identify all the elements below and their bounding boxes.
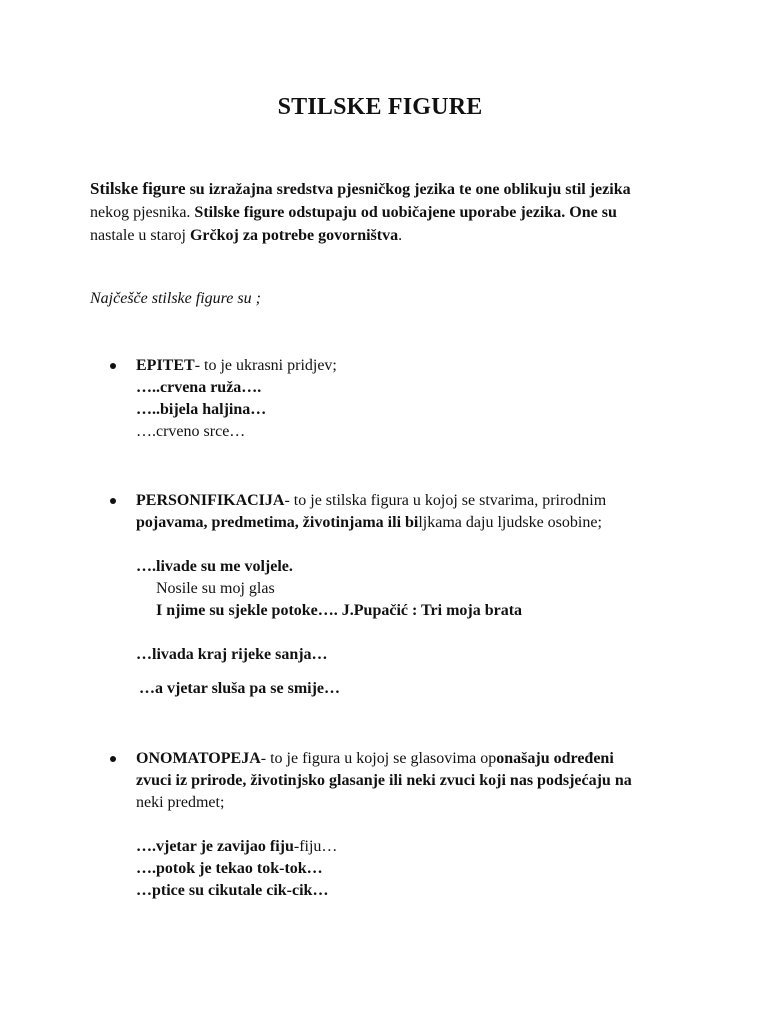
bullet-icon (110, 498, 116, 504)
personifikacija-def-2-rest: ljkama daju ljudske osobine; (418, 514, 602, 531)
onomatopeja-example-1-bold: ….vjetar je zavijao fiju (136, 838, 294, 855)
personifikacija-example: I njime su sjekle potoke…. J.Pupačić : Tri moja brata (156, 602, 523, 619)
section-subtitle: Najčešče stilske figure su ; (90, 290, 261, 307)
bullet-icon (110, 363, 116, 369)
epitet-def: - to je ukrasni pridjev; (194, 357, 337, 374)
onomatopeja-section (110, 748, 670, 902)
epitet-example: …..crvena ruža…. (136, 379, 262, 396)
epitet-example: …..bijela haljina… (136, 401, 267, 418)
intro-line-3 (90, 224, 690, 247)
intro-paragraph (90, 177, 690, 247)
epitet-term: EPITET (136, 357, 195, 374)
intro-line-1-rest: su izražajna sredstva pjesničkog jezika te one oblikuju stil jezika (185, 181, 631, 198)
intro-line-1 (90, 177, 690, 201)
personifikacija-definition-2 (136, 512, 670, 534)
personifikacija-example: Nosile su moj glas (156, 580, 275, 597)
onomatopeja-definition-3: neki predmet; (136, 794, 225, 811)
onomatopeja-def-1-bold: onašaju određeni (496, 750, 614, 767)
personifikacija-example: …a vjetar sluša pa se smije… (139, 680, 341, 697)
personifikacija-definition-1 (136, 490, 670, 512)
onomatopeja-definition-2: zvuci iz prirode, životinjsko glasanje ili neki zvuci koji nas podsjećaju na (136, 772, 632, 789)
personifikacija-section (110, 490, 670, 700)
personifikacija-example: ….livade su me voljele. (136, 558, 293, 575)
onomatopeja-example: ….potok je tekao tok-tok… (136, 860, 323, 877)
onomatopeja-definition-1 (136, 748, 670, 770)
onomatopeja-example (136, 836, 670, 858)
onomatopeja-example: …ptice su cikutale cik-cik… (136, 882, 329, 899)
intro-line-3-end: . (398, 227, 403, 244)
intro-line-3-bold: Grčkoj za potrebe govorništva (189, 227, 399, 244)
bullet-icon (110, 756, 116, 762)
personifikacija-term: PERSONIFIKACIJA (136, 492, 285, 509)
onomatopeja-def-1-plain: - to je figura u kojoj se glasovima op (260, 750, 497, 767)
intro-line-3-plain: nastale u staroj (90, 227, 190, 244)
intro-line-2-plain: nekog pjesnika. (90, 204, 195, 221)
intro-lead: Stilske figure (90, 179, 186, 198)
personifikacija-example: …livada kraj rijeke sanja… (136, 646, 328, 663)
personifikacija-def-2-bold: pojavama, predmetima, životinjama ili bi (136, 514, 419, 531)
intro-line-2-bold: Stilske figure odstupaju od uobičajene uporabe jezika. One su (194, 204, 617, 221)
onomatopeja-term: ONOMATOPEJA (136, 750, 261, 767)
epitet-definition (136, 355, 670, 377)
personifikacija-def-1: - to je stilska figura u kojoj se stvarima, prirodnim (284, 492, 607, 509)
onomatopeja-example-1-rest: -fiju… (293, 838, 338, 855)
page-title: STILSKE FIGURE (277, 94, 483, 120)
epitet-example: ….crveno srce… (136, 423, 246, 440)
intro-line-2 (90, 201, 690, 224)
epitet-section (110, 355, 670, 443)
